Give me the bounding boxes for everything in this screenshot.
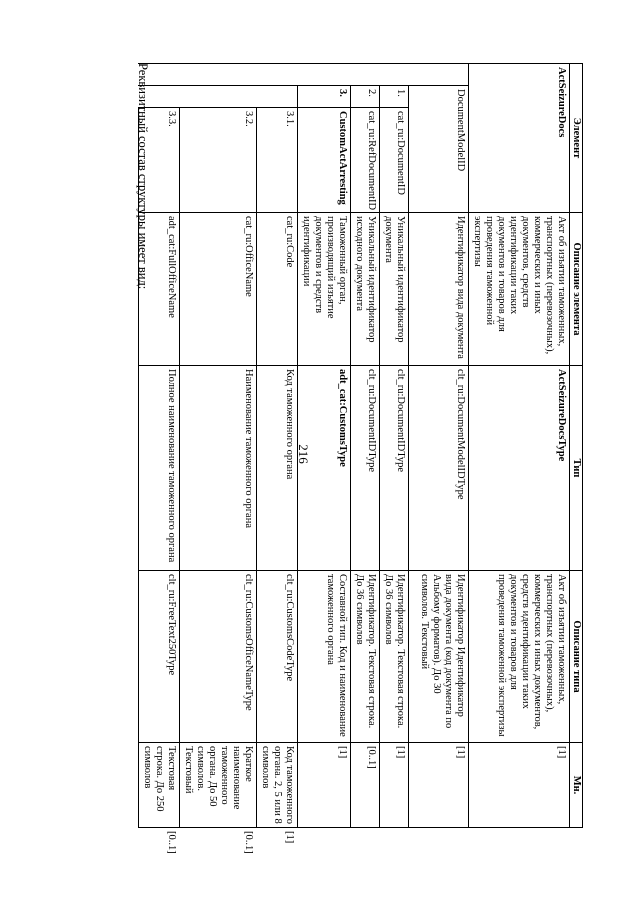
element-name: ActSeizureDocs	[469, 64, 570, 213]
type-name: ActSeizureDocsType	[469, 366, 570, 571]
type-name: clt_ru:CustomsOfficeNameType	[180, 571, 257, 743]
structure-table	[138, 63, 583, 854]
row-number: 2.	[351, 86, 380, 108]
header-element-description: Описание элемента	[570, 213, 583, 366]
type-name: adt_cat:CustomsType	[298, 366, 351, 571]
type-description: Краткое наименование таможенного органа. До 50 символов. Текстовый	[180, 743, 257, 828]
type-name: clt_ru:DocumentIDType	[351, 366, 380, 571]
row-number: 3.	[298, 86, 351, 108]
page-number: 216	[296, 444, 311, 464]
element-name: cat_ru:DocumentID	[380, 108, 409, 213]
table-row	[298, 64, 351, 828]
element-name: cat_ru:Code	[257, 213, 298, 366]
type-description: Текстовая строка. До 250 символов	[139, 743, 180, 828]
header-type-description: Описание типа	[570, 571, 583, 743]
type-description: Идентификатор. Текстовая строка. До 36 символов	[351, 571, 380, 743]
nested-indent-cell	[139, 86, 298, 108]
element-description: Таможенный орган, производящий изъятие документов и средств идентификации	[298, 213, 351, 366]
table-row	[380, 64, 409, 828]
type-description: Идентификатор. Текстовая строка. До 36 символов	[380, 571, 409, 743]
type-name: clt_ru:FreeText250Type	[139, 571, 180, 743]
row-number: 3.2.	[180, 108, 257, 213]
indent-cell	[139, 64, 469, 86]
table-subrow: 3.3. adt_cat:FullOfficeName Полное наименование таможенного органа clt_ru:FreeText250Type Текстовая строка. До 250 символов [0..1]	[139, 64, 180, 828]
header-element: Элемент	[570, 64, 583, 213]
caption: Реквизитный состав структуры имеет вид:	[136, 63, 150, 290]
element-name: CustomActArresting	[298, 108, 351, 213]
element-name: DocumentModelID	[409, 86, 469, 213]
element-description: Уникальный идентификатор документа	[380, 213, 409, 366]
table-row-document-model	[409, 64, 469, 828]
type-name: clt_ru:CustomsCodeType	[257, 571, 298, 743]
table-header-row	[570, 64, 583, 828]
element-name: cat_ru:RefDocumentID	[351, 108, 380, 213]
element-description: Акт об изъятии таможенных, транспортных (перевозочных), коммерческих и иных документов, средств идентификации таких документов и товаров для проведения таможенной экспертизы	[469, 213, 570, 366]
table-subrow: 3.2. cat_ru:OfficeName Наименование таможенного органа clt_ru:CustomsOfficeNameType Краткое наименование таможенного органа. До 50 символов. Текстовый [0..1]	[180, 64, 257, 828]
type-name: clt_ru:DocumentIDType	[380, 366, 409, 571]
type-name: clt_ru:DocumentModelIDType	[409, 366, 469, 571]
type-description: Составной тип. Код и наименование таможенного органа	[298, 571, 351, 743]
element-name: adt_cat:FullOfficeName	[139, 213, 180, 366]
table-row	[351, 64, 380, 828]
element-description: Полное наименование таможенного органа	[139, 366, 180, 571]
table-subrow: 3.1. cat_ru:Code Код таможенного органа clt_ru:CustomsCodeType Код таможенного органа. 2, 5 или 8 символов [1]	[257, 64, 298, 828]
multiplicity: [1]	[298, 743, 351, 828]
element-description: Идентификатор вида документа	[409, 213, 469, 366]
type-description: Код таможенного органа. 2, 5 или 8 символов	[257, 743, 298, 828]
row-number: 3.1.	[257, 108, 298, 213]
type-description: Акт об изъятии таможенных, транспортных (перевозочных), коммерческих и иных документов, средств идентификации таких документов и товаров для проведения таможенной экспертизы	[469, 571, 570, 743]
type-description: Идентификатор Идентификатор вида документа (код документа по Альбому форматов). До 30 символов. Текстовый	[409, 571, 469, 743]
multiplicity: [1]	[380, 743, 409, 828]
element-name: cat_ru:OfficeName	[180, 213, 257, 366]
header-type: Тип	[570, 366, 583, 571]
element-description: Код таможенного органа	[257, 366, 298, 571]
element-description: Наименование таможенного органа	[180, 366, 257, 571]
multiplicity: [0..1]	[351, 743, 380, 828]
multiplicity: [1]	[409, 743, 469, 828]
row-number: 3.3.	[139, 108, 180, 213]
rotated-page-content	[113, 63, 583, 854]
row-number: 1.	[380, 86, 409, 108]
element-description: Уникальный идентификатор исходного документа	[351, 213, 380, 366]
header-multiplicity: Мн.	[570, 743, 583, 828]
table-row-root	[469, 64, 570, 828]
multiplicity: [1]	[469, 743, 570, 828]
